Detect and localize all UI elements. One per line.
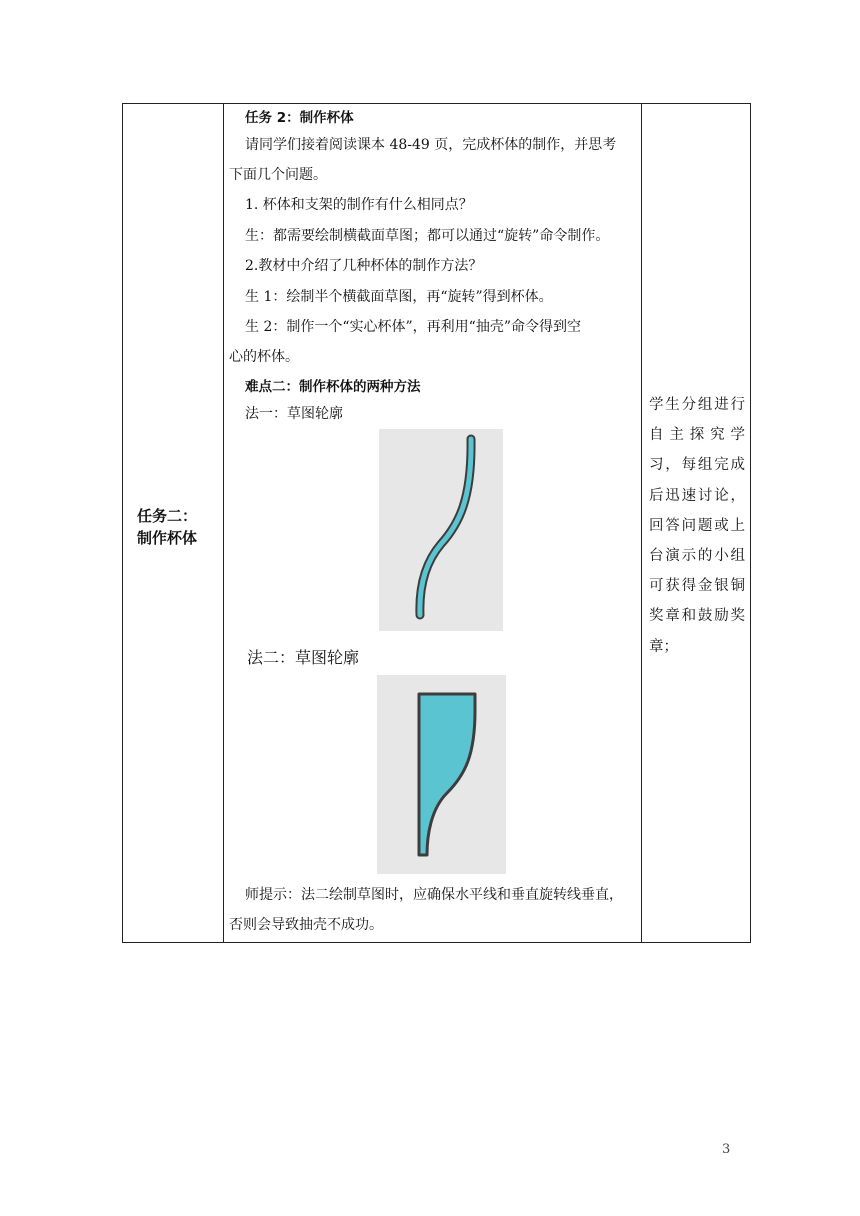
method-2-sketch-figure xyxy=(377,675,506,874)
page-number: 3 xyxy=(722,1142,731,1157)
teacher-tip-line2: 否则会导致抽壳不成功。 xyxy=(229,917,383,933)
answer-2-1: 生 1：绘制半个横截面草图，再“旋转”得到杯体。 xyxy=(245,289,553,305)
method-1-label: 法一：草图轮廓 xyxy=(245,406,343,422)
intro-line2: 下面几个问题。 xyxy=(229,167,327,183)
answer-1: 生：都需要绘制横截面草图；都可以通过“旋转”命令制作。 xyxy=(245,228,610,244)
task-title-line1: 任务二： xyxy=(137,507,198,525)
answer-2-2-line1: 生 2：制作一个“实心杯体”，再利用“抽壳”命令得到空 xyxy=(245,319,581,335)
sketch-profile-solid xyxy=(377,675,506,874)
method-2-label: 法二：草图轮廓 xyxy=(247,648,360,667)
question-1: 1. 杯体和支架的制作有什么相同点？ xyxy=(245,197,473,213)
student-activity-cell xyxy=(641,104,751,942)
method-1-sketch-figure xyxy=(379,429,503,631)
sketch-profile-thin-curve xyxy=(379,429,503,631)
teacher-tip-line1: 师提示：法二绘制草图时，应确保水平线和垂直旋转线垂直， xyxy=(245,887,623,903)
task-title-cell xyxy=(123,104,223,942)
student-activity-text: 学生分组进行自主探究学习，每组完成后迅速讨论，回答问题或上台演示的小组可获得金银铜奖章和鼓励奖章； xyxy=(649,397,745,655)
answer-2-2-line2: 心的杯体。 xyxy=(229,349,299,365)
intro-line1: 请同学们接着阅读课本 48-49 页，完成杯体的制作，并思考 xyxy=(245,137,617,153)
task-title xyxy=(123,505,197,549)
task-title-line2: 制作杯体 xyxy=(137,529,198,547)
lesson-table xyxy=(122,103,751,943)
activity-cell xyxy=(223,104,641,942)
difficulty-heading: 难点二：制作杯体的两种方法 xyxy=(245,379,421,395)
task-heading: 任务 2：制作杯体 xyxy=(245,110,354,126)
question-2: 2.教材中介绍了几种杯体的制作方法？ xyxy=(245,258,483,274)
